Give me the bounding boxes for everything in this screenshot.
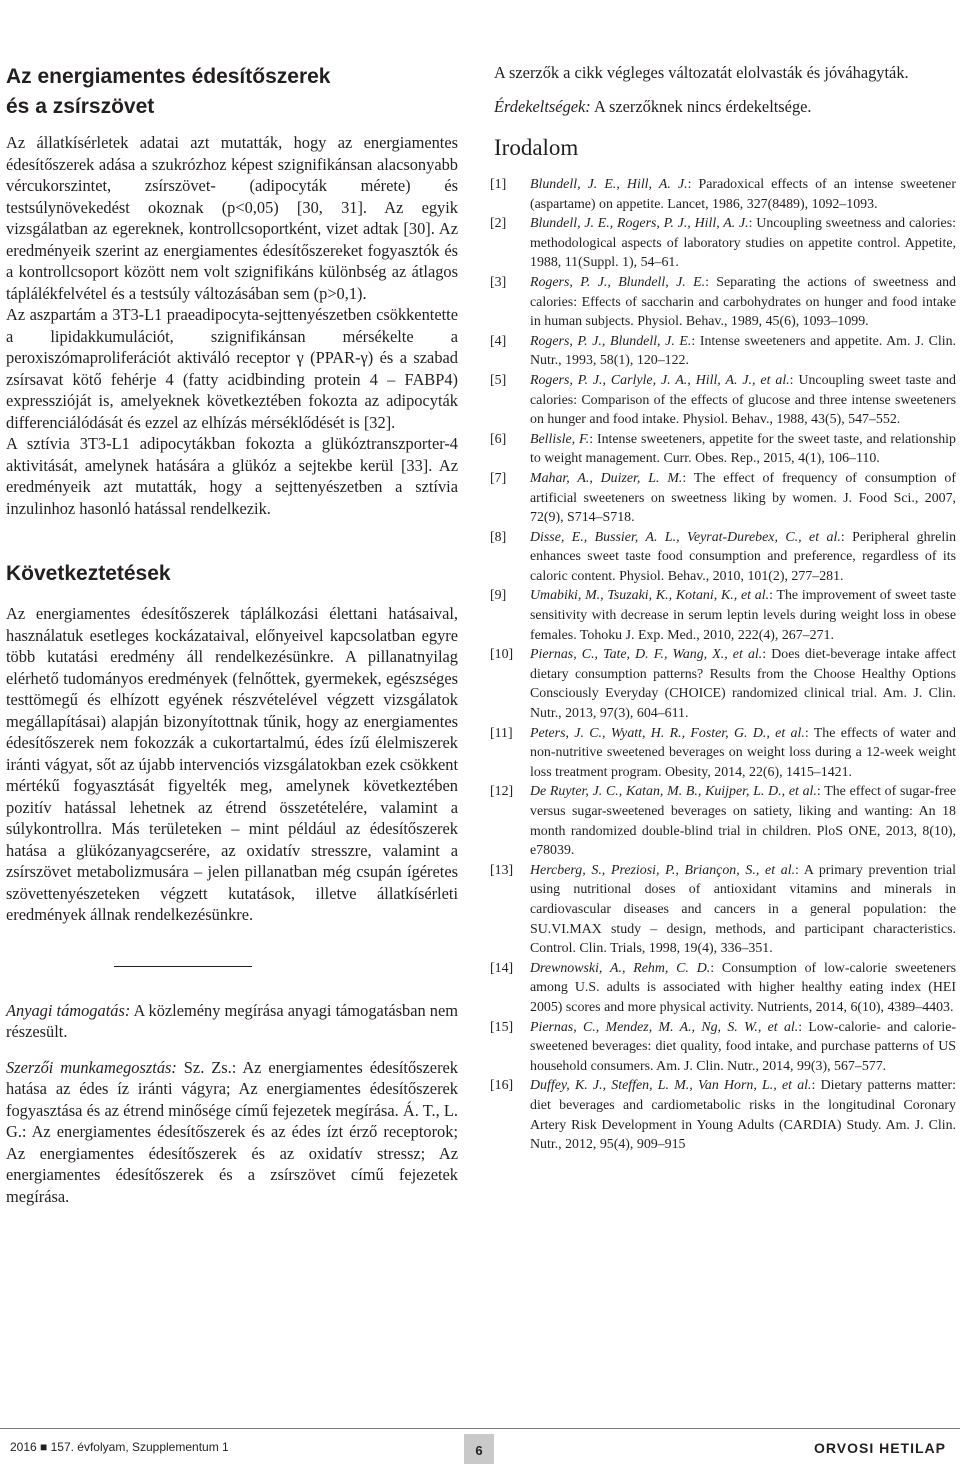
paragraph-aspartame: Az aszpartám a 3T3-L1 praeadipocyta-sejttenyészetben csökkentette a lipidakkumulációt, szignifikánsan mérsékelte a peroxiszómaproliferációt aktiváló receptor γ (PPAR-γ) és a szabad zsírsavat kötő fehérje 4 (fatty acidbinding protein 4 – FABP4) expresszióját is, amelyeknek következtében fokozta az adipocyták differenciálódását és ezzel az elhízás mérséklődését is [32]. [6, 305, 458, 432]
reference-text: : The effects of water and non-nutritive sweetened beverages on weight loss during a 12-week weight loss treatment program. Obesity, 2014, 22(6), 1415–1421. [530, 725, 956, 780]
references-title: Irodalom [494, 135, 579, 160]
reference-authors: Hercberg, S., Preziosi, P., Briançon, S., et al. [530, 862, 796, 878]
reference-text: : A primary prevention trial using nutritional doses of antioxidant vitamins and minerals in cardiovascular diseases and cancers in a general population: the SU.VI.MAX study – design, methods, and participant characteristics. Control. Clin. Trials, 1998, 19(4), 336–351. [530, 862, 956, 957]
coi-text: A szerzőknek nincs érdekeltsége. [590, 96, 812, 116]
reference-item [482, 528, 956, 587]
left-column [6, 62, 458, 1221]
reference-number: [10] [490, 647, 514, 663]
reference-number: [4] [490, 333, 507, 349]
reference-item [482, 273, 956, 332]
reference-item [482, 724, 956, 783]
reference-authors: Blundell, J. E., Rogers, P. J., Hill, A. J. [530, 216, 749, 232]
reference-number: [8] [490, 529, 507, 545]
paragraph-conclusions: Az energiamentes édesítőszerek táplálkozási élettani hatásaival, használatuk esetleges kockázataival, előnyeivel kapcsolatban egyre több kutatási eredmény áll rendelkezésünkre. A pillanatnyilag elérhető tudományos eredmények (felnőttek, gyermekek, egészséges testtömegű és elhízott egyének részvételével végzett vizsgálatok megállapításai) alapján bizonyítottnak tűnik, hogy az energiamentes édesítőszerek nem fokozzák a cukortartalmú, édes ízű élelmiszerek iránti vágyat, sőt az újabb intervenciós vizsgálatokban ezek csökkent mértékű fogyasztását figyelték meg, amelynek következtében pozitív hatással lehetnek az étrend összetételére, valamint a súlykontrollra. Más területeken – mint például az édesítőszerek hatása a glükózanyagcserére, az oxidatív stresszre, valamint a zsírszövet metabolizmusára – jelen pillanatban még csupán ígéretes szövettenyészeteken végzett kutatások, illetve állatkísérleti eredmények állnak rendelkezésünkre. [6, 604, 458, 924]
reference-number: [11] [490, 725, 513, 741]
reference-number: [5] [490, 372, 507, 388]
reference-item [482, 1076, 956, 1154]
reference-authors: Rogers, P. J., Blundell, J. E. [530, 274, 706, 290]
reference-item [482, 959, 956, 1018]
paragraph-stevia: A sztívia 3T3-L1 adipocytákban fokozta a glükóztranszporter-4 aktivitását, amelynek hatására a glükóz a sejtekbe kerül [33]. Az eredményeik azt mutatták, hogy a sejttenyészetben a sztívia inzulinhoz hasonló hatással rendelkezik. [6, 434, 458, 518]
reference-number: [1] [490, 177, 507, 192]
reference-number: [14] [490, 960, 514, 976]
reference-item [482, 1018, 956, 1077]
reference-number: [13] [490, 862, 514, 878]
contribution-note [6, 1057, 458, 1208]
reference-item [482, 645, 956, 723]
reference-text: : Separating the actions of sweetness and calories: Effects of saccharin and carbohydrates on hunger and food intake in human subjects. Physiol. Behav., 1989, 45(6), 1093–1099. [530, 274, 956, 330]
reference-authors: Drewnowski, A., Rehm, C. D. [530, 960, 711, 976]
funding-text: A közlemény megírása anyagi támogatásban nem részesült. [6, 1000, 459, 1041]
reference-text: : Intense sweeteners and appetite. Am. J. Clin. Nutr., 1993, 58(1), 120–122. [530, 333, 956, 369]
reference-text: : Uncoupling sweet taste and calories: Comparison of the effects of glucose and three intense sweeteners on hunger and food intake. Physiol. Behav., 1988, 43(5), 547–552. [530, 372, 956, 428]
reference-number: [7] [490, 470, 507, 486]
reference-text: : The effect of sugar-free versus sugar-sweetened beverages on satiety, liking and wanting: An 18 month randomized double-blind trial in children. PloS ONE, 2013, 8(10), e78039. [530, 784, 956, 859]
reference-text: : Peripheral ghrelin enhances sweet taste food consumption and preference, regardless of its caloric content. Physiol. Behav., 2010, 101(2), 277–281. [530, 529, 957, 584]
section-title-conclusions: Következtetések [6, 562, 171, 585]
footer-rule [0, 1428, 960, 1429]
reference-authors: Umabiki, M., Tsuzaki, K., Kotani, K., et al. [530, 588, 770, 604]
reference-text: : Uncoupling sweetness and calories: methodological aspects of laboratory studies on appetite control. Appetite, 1988, 11(Suppl. 1), 54–61. [530, 216, 956, 271]
contribution-text: Sz. Zs.: Az energiamentes édesítőszerek hatása az édes íz iránti vágyra; Az energiamentes édesítőszerek fogyasztása és az étrend minősége című fejezetek megírása. Á. T., L. G.: Az energiamentes édesítőszerek és az édes ízt érző receptorok; Az energiamentes édesítőszerek és az oxidatív stressz; Az energiamentes édesítőszerek és a zsírszövet című fejezetek megírása. [6, 1057, 458, 1206]
paragraph-animal-studies: Az állatkísérletek adatai azt mutatták, hogy az energiamentes édesítőszerek adása a szukrózhoz képest szignifikánsan alacsonyabb vércukorszintet, zsírszövet- (adipocyták mérete) és testsúlynövekedést okoznak (p<0,05) [30, 31]. Az egyik vizsgálatban az egereknek, kontrollcsoportként, vizet adtak [30]. Az eredményeik szerint az energiamentes édesítőszereket fogyasztók és a kontrollcsoport között nem volt szignifikáns különbség az átlagos táplálékfelvétel és a testsúly változásában sem (p>0,1). [6, 133, 458, 303]
reference-item [482, 430, 956, 469]
reference-item [482, 469, 956, 528]
reference-number: [9] [490, 588, 507, 604]
reference-list [482, 175, 956, 1155]
reference-item [482, 214, 956, 273]
conflict-of-interest-note [494, 96, 956, 118]
reference-authors: Piernas, C., Tate, D. F., Wang, X., et al. [530, 647, 763, 663]
reference-authors: Disse, E., Bussier, A. L., Veyrat-Durebex, C., et al. [530, 529, 841, 545]
reference-number: [16] [490, 1078, 514, 1094]
reference-authors: Peters, J. C., Wyatt, H. R., Foster, G. D., et al. [530, 725, 805, 741]
reference-text: : Low-calorie- and calorie-sweetened beverages: diet quality, food intake, and purchase patterns of US household consumers. Am. J. Clin. Nutr., 2014, 99(3), 567–577. [530, 1019, 956, 1074]
reference-authors: De Ruyter, J. C., Katan, M. B., Kuijper, L. D., et al. [530, 784, 817, 800]
final-version-note: A szerzők a cikk végleges változatát elolvasták és jóváhagyták. [494, 63, 909, 82]
reference-text: : Intense sweeteners, appetite for the sweet taste, and relationship to weight management. Curr. Obes. Rep., 2015, 4(1), 106–110. [530, 431, 956, 467]
reference-authors: Piernas, C., Mendez, M. A., Ng, S. W., et al. [530, 1019, 799, 1035]
reference-text: : The effect of frequency of consumption of artificial sweeteners on sweetness liking by women. J. Food Sci., 2007, 72(9), S714–S718. [530, 470, 956, 526]
reference-item [482, 586, 956, 645]
reference-item [482, 175, 956, 214]
reference-text: : Does diet-beverage intake affect dietary consumption patterns? Results from the Choose Healthy Options Consciously Everyday (CHOICE) randomized clinical trial. Am. J. Clin. Nutr., 2013, 97(3), 604–611. [530, 647, 956, 722]
section-title-line-2: és a zsírszövet [6, 95, 155, 118]
footer-issue: 2016 ■ 157. évfolyam, Szupplementum 1 [10, 1440, 229, 1454]
reference-number: [2] [490, 216, 507, 232]
reference-number: [15] [490, 1019, 514, 1035]
reference-number: [6] [490, 431, 507, 447]
reference-item [482, 332, 956, 371]
reference-authors: Blundell, J. E., Hill, A. J. [530, 177, 688, 192]
section-title-line-1: Az energiamentes édesítőszerek [6, 65, 331, 88]
reference-authors: Rogers, P. J., Carlyle, J. A., Hill, A. J., et al. [530, 372, 790, 388]
contribution-label: Szerzői munkamegosztás: [6, 1057, 177, 1077]
reference-text: : Paradoxical effects of an intense sweetener (aspartame) on appetite. Lancet, 1986, 327(8489), 1092–1093. [530, 177, 956, 212]
page-number: 6 [464, 1434, 494, 1464]
reference-item [482, 782, 956, 860]
reference-text: : Dietary patterns matter: diet beverages and cardiometabolic risks in the longitudinal Coronary Artery Risk Development in Young Adults (CARDIA) Study. Am. J. Clin. Nutr., 2012, 95(4), 909–915 [530, 1078, 956, 1153]
coi-label: Érdekeltségek: [494, 96, 591, 116]
separator-rule [114, 966, 252, 967]
reference-text: : The improvement of sweet taste sensitivity with decrease in serum leptin levels during weight loss in obese females. Tohoku J. Exp. Med., 2010, 222(4), 267–271. [530, 588, 956, 643]
reference-item [482, 861, 956, 959]
funding-label: Anyagi támogatás: [6, 1000, 131, 1020]
reference-authors: Mahar, A., Duizer, L. M. [530, 470, 683, 486]
journal-name: ORVOSI HETILAP [814, 1440, 946, 1456]
reference-authors: Bellisle, F. [530, 431, 590, 447]
section-title-sweeteners-adipose [6, 62, 458, 122]
reference-item [482, 371, 956, 430]
reference-number: [12] [490, 784, 514, 800]
reference-number: [3] [490, 274, 507, 290]
reference-text: : Consumption of low-calorie sweeteners among U.S. adults is associated with higher healthy eating index (HEI 2005) scores and more physical activity. Nutrients, 2014, 6(10), 4389–4403. [530, 960, 957, 1015]
right-column [482, 62, 956, 1155]
reference-authors: Duffey, K. J., Steffen, L. M., Van Horn, L., et al. [530, 1078, 812, 1094]
reference-authors: Rogers, P. J., Blundell, J. E. [530, 333, 692, 349]
funding-note [6, 1000, 458, 1043]
